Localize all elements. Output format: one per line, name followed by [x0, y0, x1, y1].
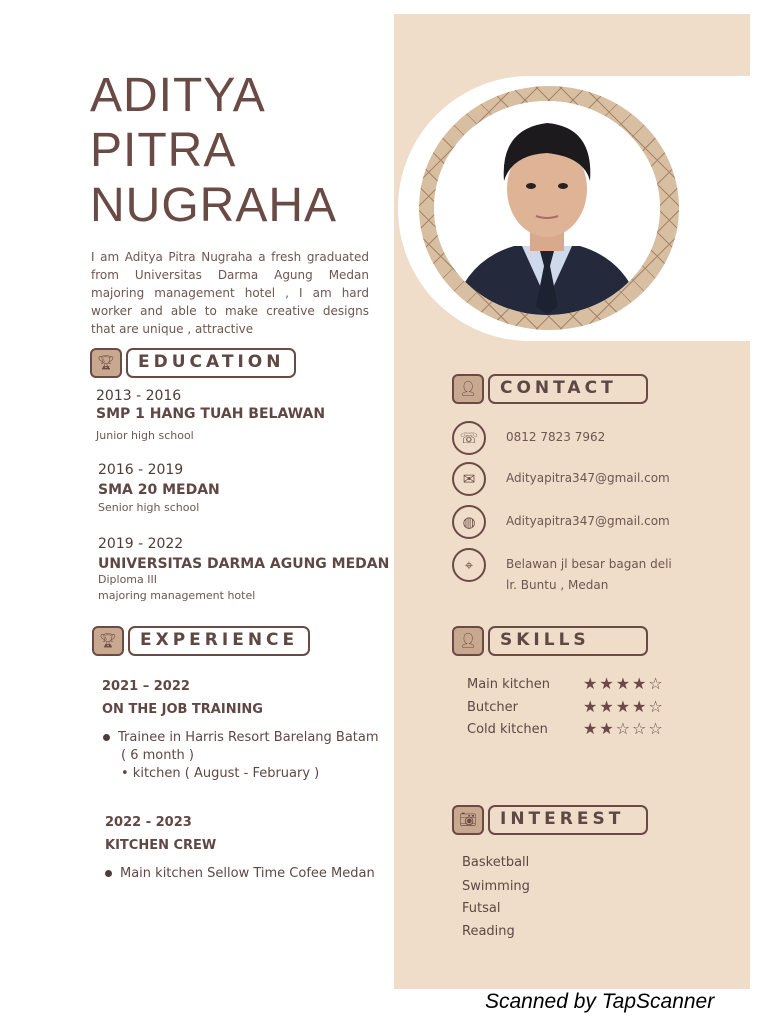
full-name	[90, 68, 337, 233]
experience-entry	[105, 815, 216, 853]
interest-item: Futsal	[462, 901, 501, 916]
email-address: Adityapitra347@gmail.com	[506, 471, 670, 485]
location-pin-icon: ⌖	[452, 548, 486, 582]
trophy-icon: 🏆︎	[92, 626, 124, 656]
skill-label: Main kitchen	[467, 677, 551, 692]
phone-icon: ☏	[452, 421, 486, 455]
bullet-dot-icon	[105, 870, 112, 877]
edu-years: 2013 - 2016	[96, 388, 182, 404]
education-entry	[98, 536, 389, 604]
education-entry	[96, 388, 325, 444]
education-entry	[98, 462, 220, 516]
contact-label: CONTACT	[488, 374, 648, 404]
rating-stars-icon: ★★☆☆☆	[583, 719, 665, 738]
edu-major: majoring management hotel	[98, 589, 256, 602]
person-portrait	[434, 101, 660, 315]
skill-item	[467, 697, 697, 716]
name-line-3: NUGRAHA	[90, 179, 338, 232]
exp-bullet	[103, 729, 379, 747]
skill-item	[467, 674, 697, 693]
intro-text: I am Aditya Pitra Nugraha a fresh graduated from Universitas Darma Agung Medan majoring management hotel , I am hard worker and able to make creative designs that are unique , attractive	[91, 250, 369, 336]
skill-label: Butcher	[467, 700, 518, 715]
contact-web	[452, 505, 712, 539]
person-icon: 👤︎	[452, 626, 484, 656]
interest-item: Swimming	[462, 879, 530, 894]
skills-label: SKILLS	[488, 626, 648, 656]
contact-email	[452, 462, 712, 496]
exp-years: 2021 – 2022	[102, 679, 190, 694]
skill-item	[467, 719, 697, 738]
interest-item: Basketball	[462, 855, 530, 870]
bullet-dot-icon	[103, 734, 110, 741]
exp-role: ON THE JOB TRAINING	[102, 702, 263, 717]
edu-level: Senior high school	[98, 501, 200, 514]
exp-bullet	[105, 865, 375, 883]
exp-bullet-text: Trainee in Harris Resort Barelang Batam	[118, 730, 379, 745]
edu-years: 2016 - 2019	[98, 462, 184, 478]
experience-entry	[102, 679, 263, 717]
web-address: Adityapitra347@gmail.com	[506, 514, 670, 528]
person-icon: 👤︎	[452, 374, 484, 404]
edu-level: Diploma III	[98, 573, 157, 586]
edu-level: Junior high school	[96, 429, 194, 442]
trophy-icon: 🏆︎	[90, 348, 122, 378]
exp-years: 2022 - 2023	[105, 815, 192, 830]
interest-item: Reading	[462, 924, 515, 939]
globe-icon: ◍	[452, 505, 486, 539]
phone-number: 0812 7823 7962	[506, 430, 606, 444]
skill-label: Cold kitchen	[467, 722, 548, 737]
address-line-2: lr. Buntu , Medan	[506, 578, 609, 592]
exp-detail: ( 6 month )	[121, 748, 195, 763]
contact-phone	[452, 421, 712, 455]
mail-icon: ✉	[452, 462, 486, 496]
education-label: EDUCATION	[126, 348, 296, 378]
profile-photo	[434, 101, 660, 315]
edu-school: SMA 20 MEDAN	[98, 482, 220, 498]
interest-label: INTEREST	[488, 805, 648, 835]
contact-address	[452, 548, 712, 592]
name-line-1: ADITYA	[90, 69, 266, 122]
exp-bullet-text: Main kitchen Sellow Time Cofee Medan	[120, 866, 375, 881]
edu-school: UNIVERSITAS DARMA AGUNG MEDAN	[98, 556, 390, 572]
scanner-watermark: Scanned by TapScanner	[485, 990, 715, 1013]
exp-detail: • kitchen ( August - February )	[121, 766, 320, 781]
address-line-1: Belawan jl besar bagan deli	[506, 557, 672, 571]
experience-label: EXPERIENCE	[128, 626, 310, 656]
edu-years: 2019 - 2022	[98, 536, 184, 552]
rating-stars-icon: ★★★★☆	[583, 697, 665, 716]
edu-school: SMP 1 HANG TUAH BELAWAN	[96, 406, 326, 422]
exp-role: KITCHEN CREW	[105, 838, 217, 853]
name-line-2: PITRA	[90, 124, 237, 177]
camera-icon: 📷︎	[452, 805, 484, 835]
rating-stars-icon: ★★★★☆	[583, 674, 665, 693]
